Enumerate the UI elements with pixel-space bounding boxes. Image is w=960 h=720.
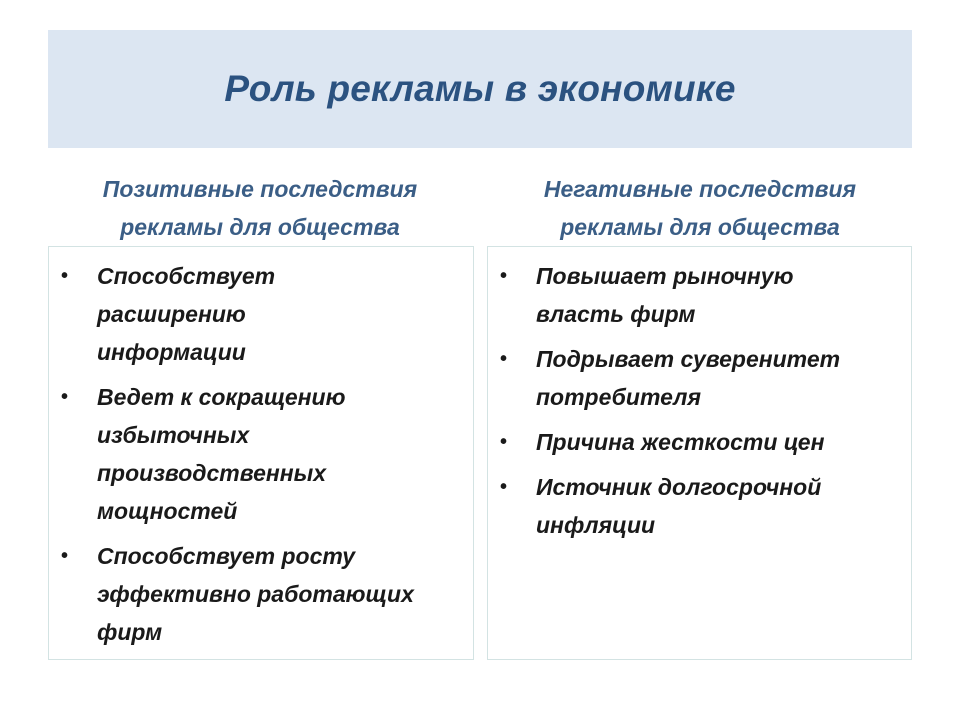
negative-item-text: Причина жесткости цен [536, 429, 825, 455]
title-band [48, 30, 912, 148]
bullet-icon: • [500, 476, 508, 498]
list-item [488, 340, 896, 416]
bullet-icon: • [61, 265, 69, 287]
negative-item-text: Подрывает суверенитет потребителя [536, 346, 841, 410]
bullet-icon: • [61, 386, 69, 408]
bullet-icon: • [500, 265, 508, 287]
positive-column-header [48, 170, 472, 246]
list-item [488, 468, 866, 544]
positive-header-line-1: Позитивные последствия [102, 176, 418, 202]
list-item [49, 257, 327, 371]
positive-effects-list [49, 247, 473, 651]
positive-item-text: Ведет к сокращению избыточных производственных мощностей [97, 384, 346, 524]
slide-title: Роль рекламы в экономике [224, 68, 736, 109]
list-item [488, 257, 866, 333]
negative-effects-list [488, 247, 911, 544]
bullet-icon: • [500, 431, 508, 453]
negative-header-line-1: Негативные последствия [543, 176, 857, 202]
bullet-icon: • [500, 348, 508, 370]
positive-header-line-2: рекламы для общества [120, 214, 400, 240]
negative-item-text: Повышает рыночную власть фирм [536, 263, 794, 327]
list-item [49, 537, 417, 651]
positive-effects-panel [48, 246, 474, 660]
negative-column-header [488, 170, 912, 246]
positive-item-text: Способствует расширению информации [97, 263, 276, 365]
bullet-icon: • [61, 545, 69, 567]
positive-item-text: Способствует росту эффективно работающих фирм [97, 543, 414, 645]
negative-item-text: Источник долгосрочной инфляции [536, 474, 822, 538]
negative-effects-panel [487, 246, 912, 660]
list-item [488, 423, 896, 461]
list-item [49, 378, 417, 530]
negative-header-line-2: рекламы для общества [560, 214, 840, 240]
